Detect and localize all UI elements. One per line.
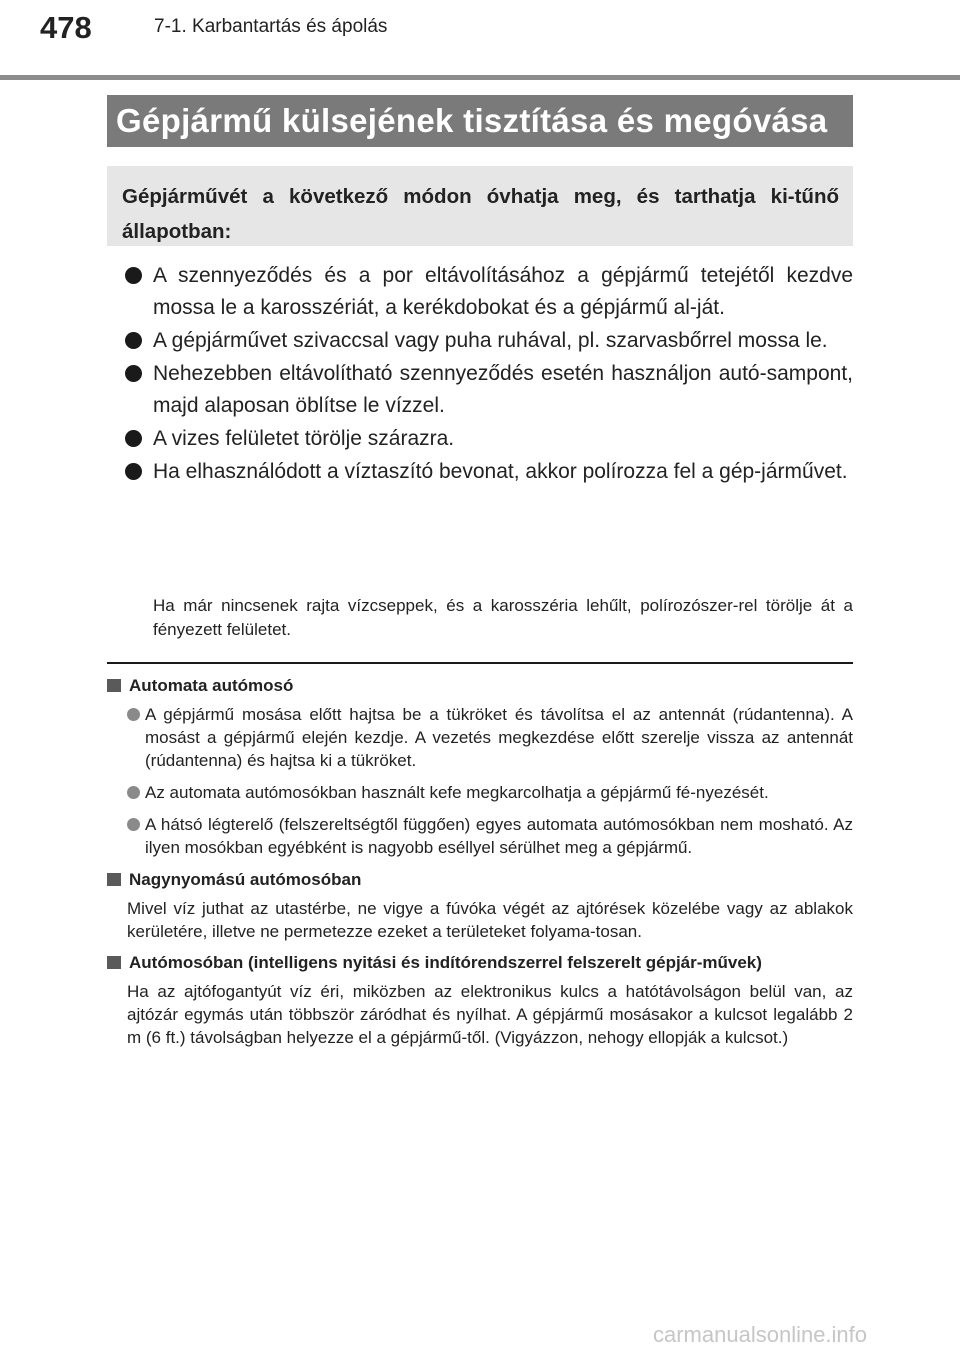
section-heading-smart-key-wash <box>107 951 853 974</box>
page-title: Gépjármű külsejének tisztítása és megóvása <box>116 102 828 139</box>
list-item <box>107 781 853 804</box>
intro-box <box>107 166 853 246</box>
list-item <box>125 325 853 357</box>
list-item <box>125 423 853 455</box>
main-list <box>125 260 853 489</box>
section-heading-text: Automata autómosó <box>129 676 294 695</box>
chapter-title: 7-1. Karbantartás és ápolás <box>154 16 388 37</box>
section-heading-text: Nagynyomású autómosóban <box>129 870 362 889</box>
list-item-text: A gépjármű mosása előtt hajtsa be a tükröket és távolítsa el az antennát (rúdantenna). A mosást a gépjármű elején kezdje. A vezetés megkezdése előtt szerelje vissza az antennát (rúdantenna) és hajtsa ki a tükröket. <box>145 705 853 770</box>
header-divider <box>0 75 960 80</box>
dot-bullet-icon <box>127 786 140 799</box>
section-body: Ha az ajtófogantyút víz éri, miközben az elektronikus kulcs a hatótávolságon belül van, az ajtózár egymás után többször záródhat és nyílhat. A gépjármű mosásakor a kulcsot legalább 2 m (6 ft.) távolságban helyezze el a gépjármű-től. (Vigyázzon, nehogy ellopják a kulcsot.) <box>127 982 853 1047</box>
square-bullet-icon <box>107 956 121 969</box>
list-item-text: A gépjárművet szivaccsal vagy puha ruhával, pl. szarvasbőrrel mossa le. <box>153 329 828 352</box>
watermark: carmanualsonline.info <box>653 1322 868 1347</box>
list-item-text: A vizes felületet törölje szárazra. <box>153 427 455 450</box>
list-item <box>125 456 853 488</box>
list-item-text: A hátsó légterelő (felszereltségtől függően) egyes automata autómosókban nem mosható. Az ilyen mosókban egyébként is nagyobb eséllyel sérülhet meg a gépjármű. <box>145 815 853 857</box>
square-bullet-icon <box>107 873 121 886</box>
section-heading-automatic-wash <box>107 674 853 697</box>
bullet-icon <box>125 332 142 349</box>
section-divider <box>107 662 853 664</box>
list-item-text: A szennyeződés és a por eltávolításához a gépjármű tetejétől kezdve mossa le a karosszériát, a kerékdobokat és a gépjármű al-ját. <box>153 264 853 319</box>
list-item <box>125 260 853 324</box>
section-body: Mivel víz juthat az utastérbe, ne vigye a fúvóka végét az ajtórések közelébe vagy az ablakok kerületére, illetve ne permetezze ezeket a területeket folyama-tosan. <box>127 899 853 941</box>
list-item <box>107 813 853 859</box>
list-item <box>125 358 853 422</box>
page-number: 478 <box>40 10 92 45</box>
list-item-text: Az automata autómosókban használt kefe megkarcolhatja a gépjármű fé-nyezését. <box>145 783 769 802</box>
list-item-text: Nehezebben eltávolítható szennyeződés esetén használjon autó-sampont, majd alaposan öblítse le vízzel. <box>153 362 853 417</box>
dot-bullet-icon <box>127 708 140 721</box>
section-list <box>107 703 853 859</box>
section-heading-text: Autómosóban (intelligens nyitási és indítórendszerrel felszerelt gépjár-művek) <box>129 953 762 972</box>
intro-text: Gépjárművét a következő módon óvhatja meg, és tarthatja ki-tűnő állapotban: <box>122 185 839 243</box>
title-band <box>107 95 853 147</box>
bullet-icon <box>125 463 142 480</box>
bullet-icon <box>125 267 142 284</box>
bullet-icon <box>125 365 142 382</box>
list-item-text: Ha elhasználódott a víztaszító bevonat, akkor polírozza fel a gép-járművet. <box>153 460 848 483</box>
sections <box>107 674 853 1057</box>
list-item <box>107 703 853 772</box>
main-note: Ha már nincsenek rajta vízcseppek, és a karosszéria lehűlt, polírozószer-rel törölje át a fényezett felületet. <box>153 596 853 639</box>
square-bullet-icon <box>107 679 121 692</box>
dot-bullet-icon <box>127 818 140 831</box>
section-heading-high-pressure-wash <box>107 868 853 891</box>
bullet-icon <box>125 430 142 447</box>
